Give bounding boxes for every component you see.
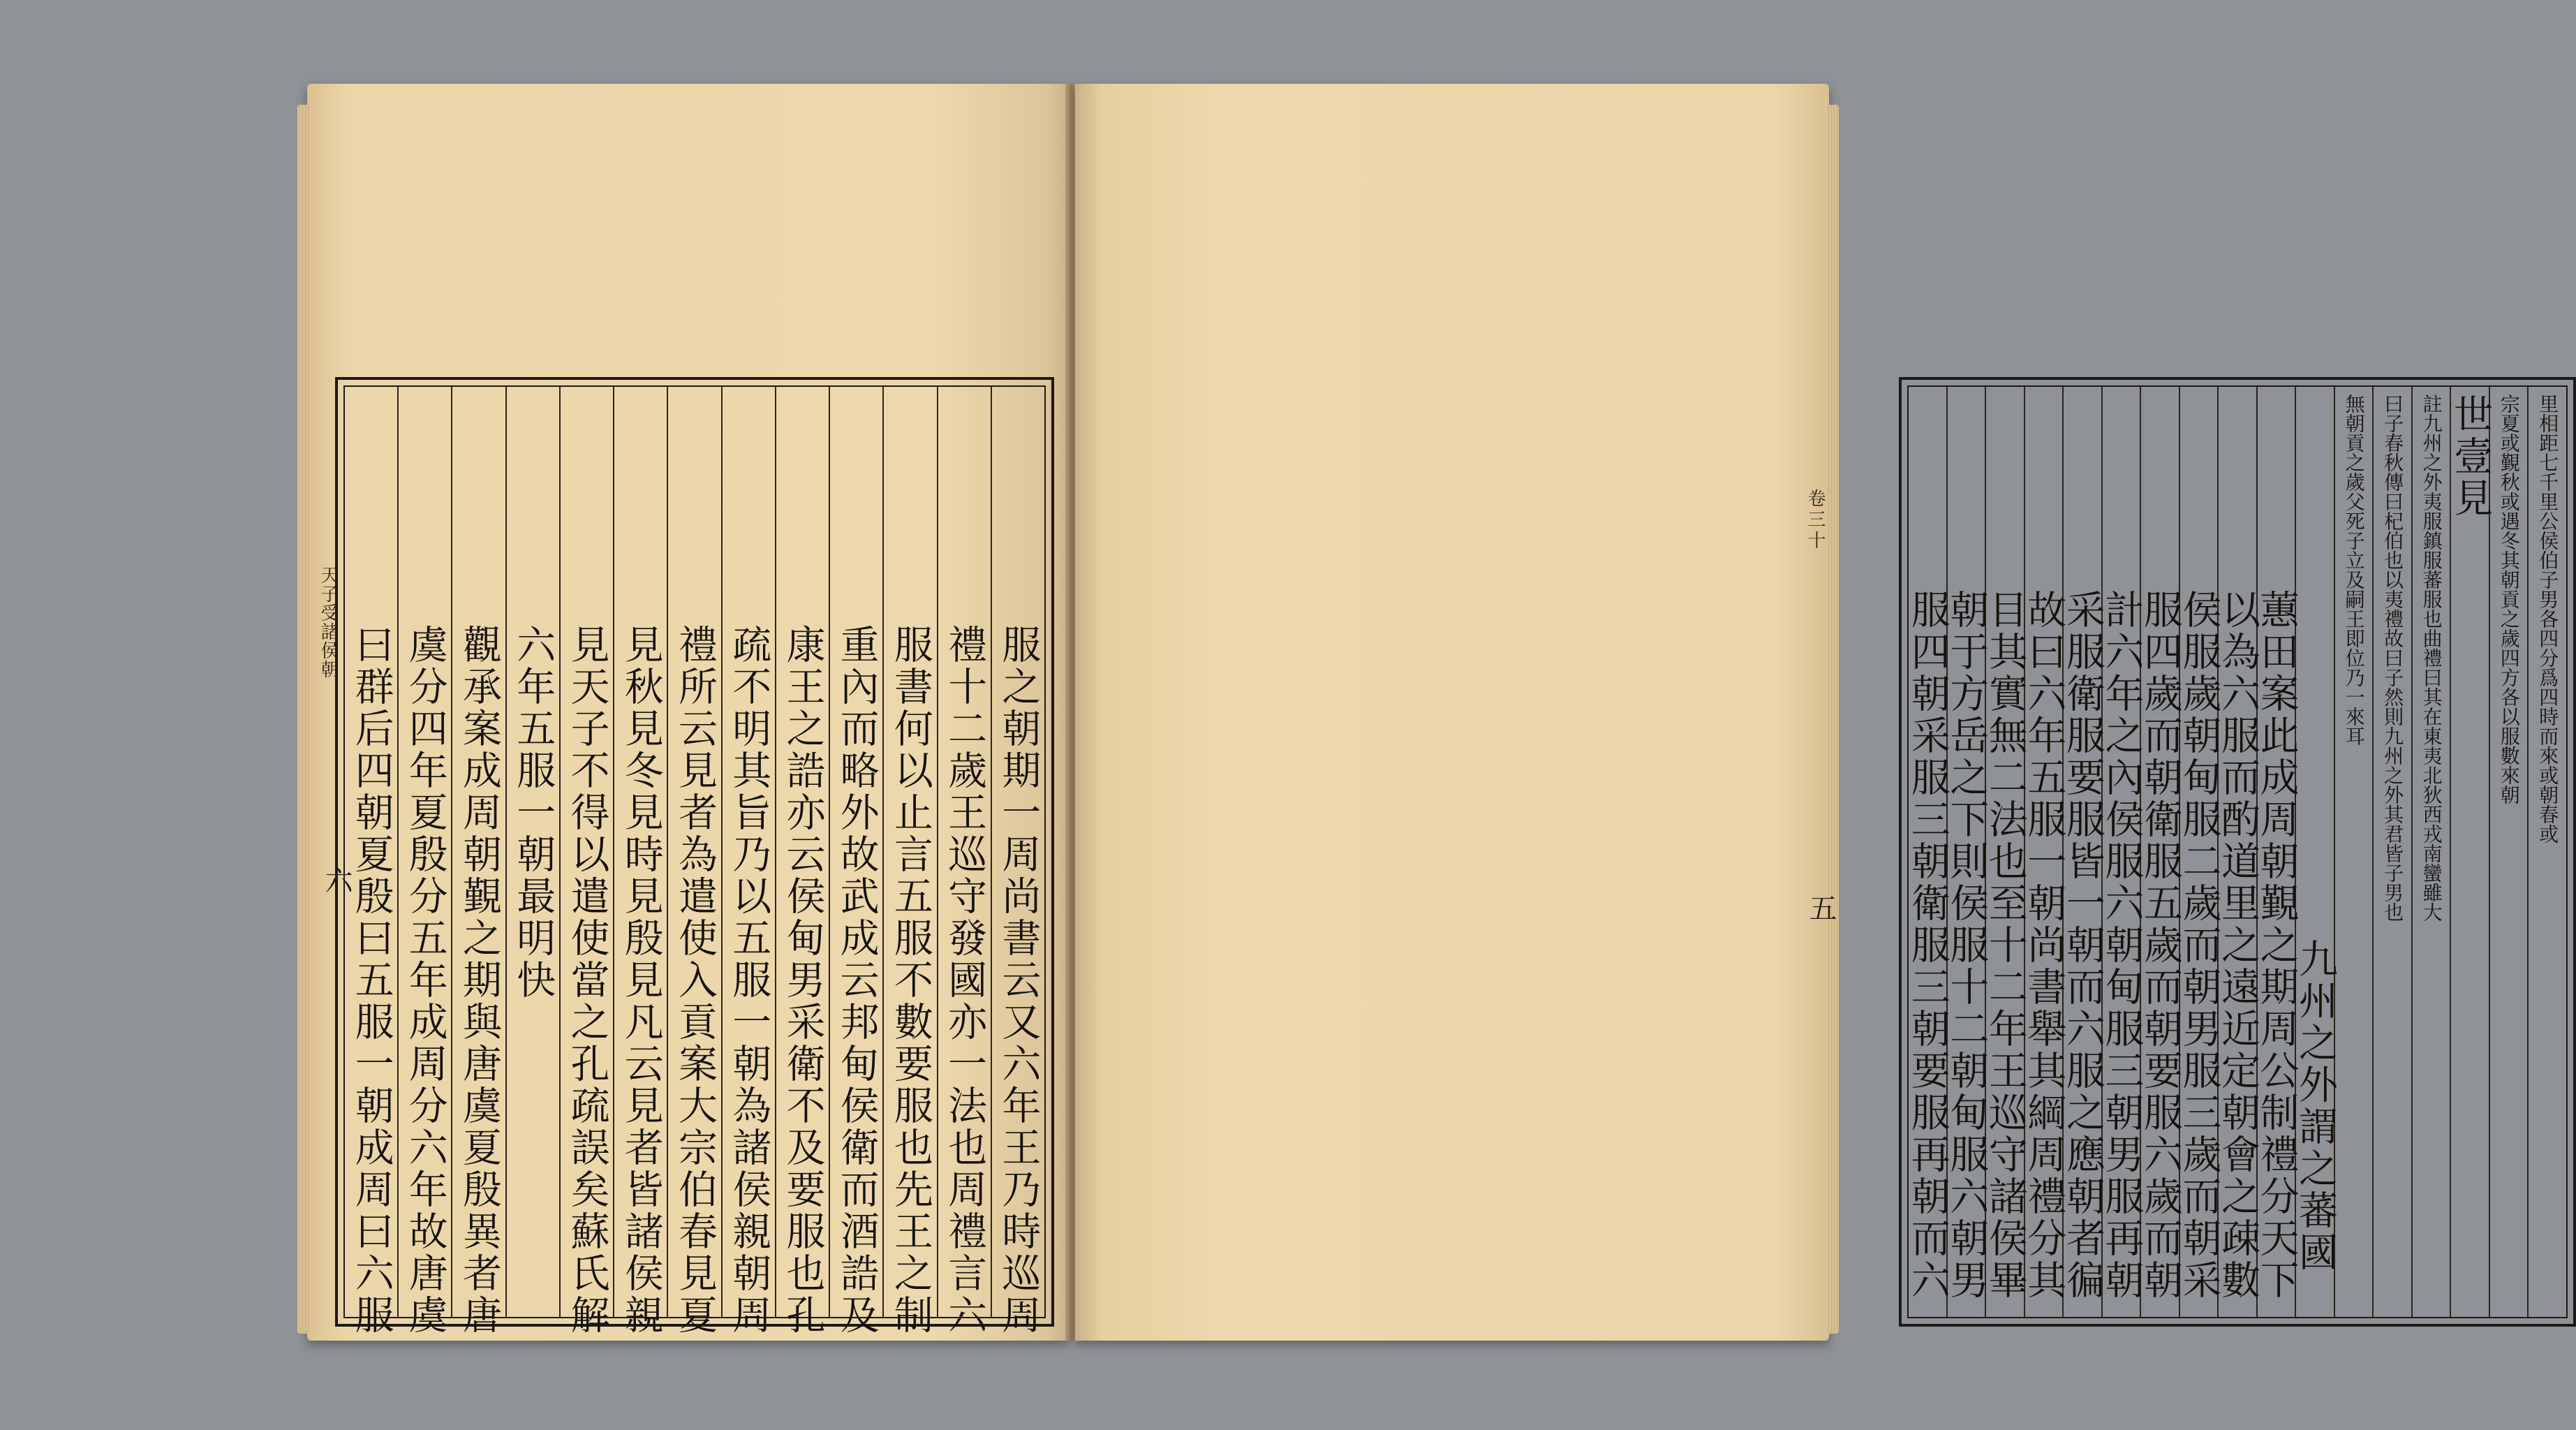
- right-margin-label: 卷三十: [1805, 489, 1826, 552]
- text-column: 禮所云見者為遣使入貢案大宗伯春見夏: [667, 387, 720, 1317]
- right-page: [1075, 84, 2560, 1341]
- text-column: 采服衛服要服皆一朝而六服之應朝者徧: [2062, 387, 2101, 1317]
- text-column: 禮十二歲王巡守發國亦一法也周禮言六: [937, 387, 991, 1317]
- text-column: 服四朝采服三朝衛服三朝要服再朝而六: [1904, 589, 1950, 1302]
- left-page: [307, 84, 1068, 1341]
- text-column: 目其實無二法也至十二年王巡守諸侯畢: [1985, 387, 2024, 1317]
- text-column: 見秋見冬見時見殷見凡云見者皆諸侯親: [613, 387, 667, 1317]
- left-margin-label: 天子受諸侯朝: [318, 566, 339, 679]
- right-columns: [1904, 387, 2566, 1317]
- text-column: 服之朝期一周尚書云又六年王乃時巡周: [991, 387, 1044, 1317]
- text-column: 觀承案成周朝覲之期與唐虞夏殷異者唐: [451, 387, 505, 1317]
- text-column: 侯服歲朝甸服二歲而朝男服三歲而朝采: [2179, 387, 2218, 1317]
- text-column: 朝于方岳之下則侯服十二朝甸服六朝男: [1946, 387, 1985, 1317]
- text-column: 康王之誥亦云侯甸男采衛不及要服也孔: [775, 387, 829, 1317]
- annotation-column: 里相距七千里公侯伯子男各四分爲四時而來或朝春或: [2527, 387, 2566, 1317]
- annotation-column: 無朝貢之歲父死子立及嗣王即位乃一來耳: [2334, 387, 2373, 1317]
- text-column: 計六年之內侯服六朝甸服三朝男服再朝: [2101, 387, 2140, 1317]
- text-column: 重內而略外故武成云邦甸侯衛而酒誥及: [829, 387, 882, 1317]
- text-column: 曰群后四朝夏殷曰五服一朝成周曰六服: [348, 624, 394, 1336]
- page-stack-edge: [297, 105, 310, 1334]
- text-column: 見天子不得以遣使當之孔疏誤矣蘇氏解: [559, 387, 613, 1317]
- text-column: 虞分四年夏殷分五年成周分六年故唐虞: [397, 387, 451, 1317]
- text-column: 服書何以止言五服不數要服也先王之制: [882, 387, 936, 1317]
- right-text-frame: [1899, 377, 2576, 1327]
- open-book: [307, 84, 2560, 1355]
- annotation-column: 註九州之外夷服鎮服蕃服也曲禮曰其在東夷北狄西戎南蠻雖大: [2411, 387, 2450, 1317]
- head-text-column: 九州之外謂之蕃國: [2295, 387, 2334, 1317]
- text-column: 以為六服而酌道里之遠近定朝會之疎數: [2217, 387, 2256, 1317]
- left-page-number: 六: [320, 866, 353, 894]
- annotation-column: 宗夏或覲秋或遇冬其朝貢之歲四方各以服數來朝: [2489, 387, 2528, 1317]
- right-page-number: 五: [1805, 894, 1837, 922]
- annotation-column: 世壹見: [2450, 387, 2489, 1317]
- left-columns: [345, 387, 1044, 1336]
- text-column: 故曰六年五服一朝尚書舉其綱周禮分其: [2024, 387, 2063, 1317]
- left-text-frame: [335, 377, 1054, 1336]
- text-column: 蕙田案此成周朝覲之期周公制禮分天下: [2256, 387, 2295, 1317]
- right-margin: [1801, 377, 1837, 1327]
- text-column: 疏不明其旨乃以五服一朝為諸侯親朝周: [721, 387, 775, 1317]
- text-column: 服四歲而朝衛服五歲而朝要服六歲而朝: [2140, 387, 2179, 1317]
- text-column: 六年五服一朝最明快: [505, 387, 559, 1317]
- annotation-column: 曰子春秋傳曰杞伯也以夷禮故曰子然則九州之外其君皆子男也: [2372, 387, 2411, 1317]
